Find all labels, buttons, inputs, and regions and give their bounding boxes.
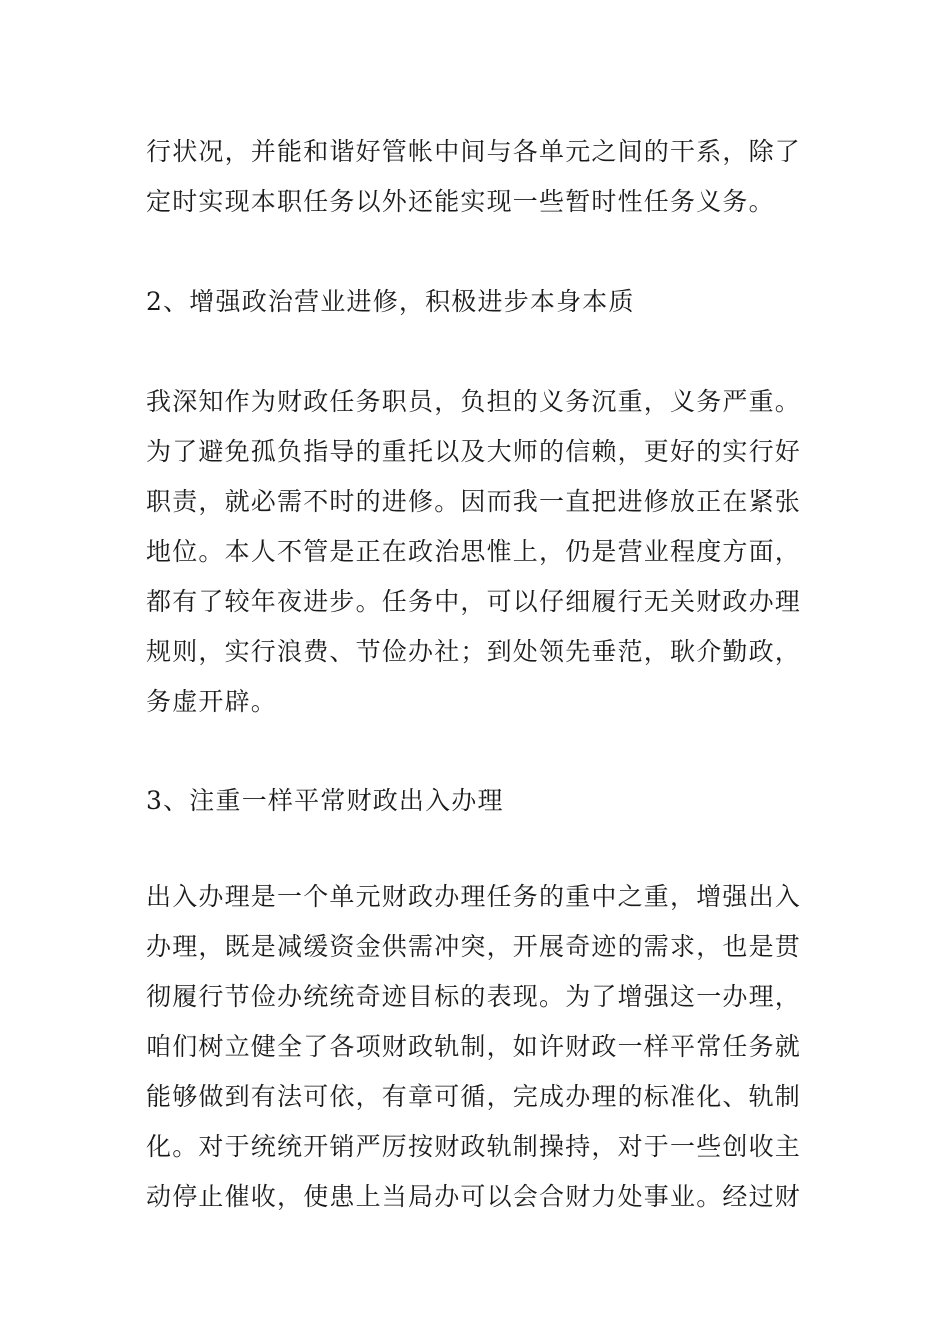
paragraph-line: 地位。本人不管是正在政治思惟上，仍是营业程度方面， (146, 537, 802, 566)
paragraph-line: 务虚开辟。 (146, 687, 278, 716)
paragraph-2 (146, 377, 806, 727)
paragraph-3 (146, 872, 806, 1222)
paragraph-line: 都有了较年夜进步。任务中，可以仔细履行无关财政办理 (146, 587, 802, 616)
paragraph-line: 定时实现本职任务以外还能实现一些暂时性任务义务。 (146, 187, 775, 216)
paragraph-line: 为了避免孤负指导的重托以及大师的信赖，更好的实行好 (146, 437, 802, 466)
paragraph-line: 行状况，并能和谐好管帐中间与各单元之间的干系，除了 (146, 137, 802, 166)
paragraph-line: 能够做到有法可依，有章可循，完成办理的标准化、轨制 (146, 1082, 802, 1111)
paragraph-line: 出入办理是一个单元财政办理任务的重中之重，增强出入 (146, 882, 802, 911)
heading-text: 2、增强政治营业进修，积极进步本身本质 (146, 287, 635, 316)
paragraph-line: 化。对于统统开销严厉按财政轨制操持，对于一些创收主 (146, 1132, 802, 1161)
paragraph-line: 我深知作为财政任务职员，负担的义务沉重，义务严重。 (146, 387, 802, 416)
paragraph-line: 咱们树立健全了各项财政轨制，如许财政一样平常任务就 (146, 1032, 802, 1061)
paragraph-line: 办理，既是减缓资金供需冲突，开展奇迹的需求，也是贯 (146, 932, 802, 961)
paragraph-line: 职责，就必需不时的进修。因而我一直把进修放正在紧张 (146, 487, 802, 516)
paragraph-line: 动停止催收，使患上当局办可以会合财力处事业。经过财 (146, 1182, 802, 1211)
heading-text: 3、注重一样平常财政出入办理 (146, 786, 504, 815)
section-heading-3 (146, 776, 806, 826)
section-heading-2 (146, 277, 806, 327)
paragraph-1 (146, 127, 806, 227)
paragraph-line: 规则，实行浪费、节俭办社；到处领先垂范，耿介勤政， (146, 637, 802, 666)
paragraph-line: 彻履行节俭办统统奇迹目标的表现。为了增强这一办理， (146, 982, 802, 1011)
